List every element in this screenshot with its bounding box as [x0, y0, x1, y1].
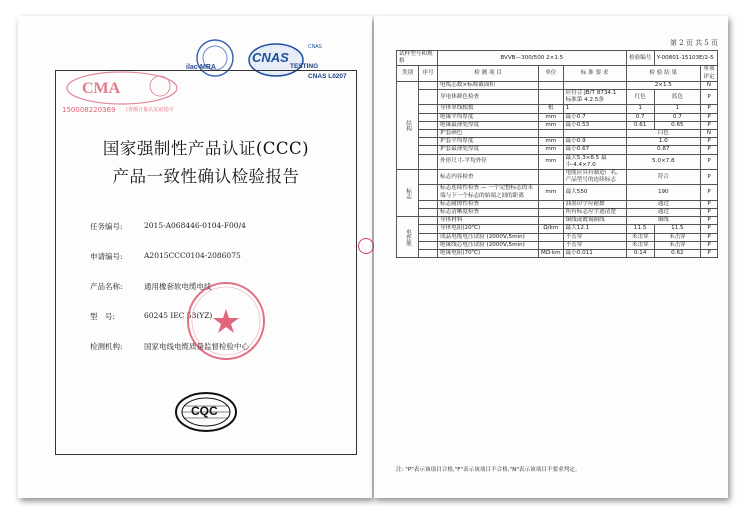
row-item: 导体单线根数 [438, 105, 539, 113]
col-item: 检 测 项 目 [438, 66, 539, 81]
cqc-logo-text: CQC [191, 404, 218, 418]
row-requirement: 1 [563, 105, 626, 113]
row-item: 导体材料 [438, 217, 539, 225]
row-evaluation: P [701, 225, 718, 233]
row-seq [418, 200, 437, 208]
row-seq [418, 241, 437, 249]
row-seq [418, 250, 437, 258]
row-item: 标志内容检查 [438, 170, 539, 185]
row-seq [418, 81, 437, 89]
row-evaluation: N [701, 81, 718, 89]
row-unit [539, 233, 564, 241]
row-evaluation: P [701, 209, 718, 217]
row-seq [418, 185, 437, 200]
row-result-b: 未击穿 [654, 241, 700, 249]
row-requirement: 最小0.67 [563, 146, 626, 154]
page-indicator: 第 2 页 共 5 页 [669, 39, 718, 47]
section-category: 结构 [397, 81, 419, 169]
table-row [397, 121, 718, 129]
row-item: 标志耐擦性检查 [438, 200, 539, 208]
row-requirement: 最大12.1 [563, 225, 626, 233]
row-result-b: 0.65 [654, 121, 700, 129]
report-value-cell: Y-00801-15103E/2-5 [654, 51, 717, 66]
row-evaluation: P [701, 217, 718, 225]
row-requirement: 最小0.53 [563, 121, 626, 129]
table-row [397, 185, 718, 200]
row-result: 2×1.5 [626, 81, 700, 89]
row-result: 0.87 [626, 146, 700, 154]
table-row [397, 170, 718, 185]
row-evaluation: P [701, 241, 718, 249]
table-row [397, 154, 718, 169]
row-unit [539, 209, 564, 217]
table-row [397, 233, 718, 241]
row-requirement: 最小0.011 [563, 250, 626, 258]
row-requirement: 最小0.7 [563, 113, 626, 121]
row-requirement: 最小0.9 [563, 138, 626, 146]
binding-hole-top [358, 238, 374, 254]
table-row [397, 225, 718, 233]
row-unit: mm [539, 121, 564, 129]
row-result: 通过 [626, 209, 700, 217]
testing-label: TESTING [290, 63, 319, 70]
report-title-line1: 国家强制性产品认证(CCC) [102, 139, 310, 158]
row-item: 导体电阻(20℃) [438, 225, 539, 233]
table-row [397, 138, 718, 146]
row-evaluation: P [701, 138, 718, 146]
row-result-a: 11.5 [626, 225, 654, 233]
table-row [397, 146, 718, 154]
row-seq [418, 105, 437, 113]
row-result-a: 0.61 [626, 121, 654, 129]
row-unit: mm [539, 138, 564, 146]
row-result-a: 红色 [626, 90, 654, 105]
row-unit [539, 217, 564, 225]
col-evaluation: 单项评定 [701, 66, 718, 81]
row-requirement: 不击穿 [563, 233, 626, 241]
row-requirement: 铜线或镀锡铜线 [563, 217, 626, 225]
row-evaluation: P [701, 233, 718, 241]
row-evaluation: P [701, 113, 718, 121]
results-table [396, 50, 718, 258]
row-result: 符合 [626, 170, 700, 185]
row-evaluation: N [701, 130, 718, 138]
row-seq [418, 90, 437, 105]
row-evaluation: P [701, 154, 718, 169]
table-row [397, 113, 718, 121]
row-result: 通过 [626, 200, 700, 208]
row-unit [539, 130, 564, 138]
row-seq [418, 217, 437, 225]
table-row [397, 200, 718, 208]
row-seq [418, 121, 437, 129]
row-result: 白色 [626, 130, 700, 138]
svg-text:CMA: CMA [82, 80, 121, 97]
row-seq [418, 113, 437, 121]
row-unit [539, 81, 564, 89]
row-unit: MΩ·km [539, 250, 564, 258]
model-value-cell: BVVB—300/500 2×1.5 [438, 51, 627, 66]
row-item: 绝缘最薄处厚度 [438, 121, 539, 129]
row-unit [539, 200, 564, 208]
row-unit: mm [539, 113, 564, 121]
row-item: 护套平均厚度 [438, 138, 539, 146]
row-result-b: 0.62 [654, 250, 700, 258]
col-requirement: 标 准 要 求 [563, 66, 626, 81]
row-item: 外形尺寸-平均外径 [438, 154, 539, 169]
footnote: 注: "P"表示该项目合格,"F"表示该项目不合格,"N"表示该项目不要求判定。 [396, 467, 581, 473]
row-item: 绝缘线芯电压试验 (2000V,5min) [438, 241, 539, 249]
model-label-cell: 试样型号和规格 [397, 51, 438, 66]
row-evaluation: P [701, 90, 718, 105]
table-row [397, 209, 718, 217]
section-category: 标志 [397, 170, 419, 217]
report-cover-page [18, 16, 372, 498]
row-requirement: 不击穿 [563, 241, 626, 249]
row-seq [418, 170, 437, 185]
row-result-a: 未击穿 [626, 241, 654, 249]
row-unit [539, 90, 564, 105]
row-requirement: 应符合 JB/T 8734.1 标准第 4.2.5条 [563, 90, 626, 105]
row-item: 标志连续性检查 — 一个完整标志的末端与下一个标志的始端之间的距离 [438, 185, 539, 200]
row-evaluation: P [701, 146, 718, 154]
table-row [397, 90, 718, 105]
row-unit: mm [539, 154, 564, 169]
red-seal-stamp [184, 279, 268, 363]
row-result: 190 [626, 185, 700, 200]
row-item: 标志清晰度检查 [438, 209, 539, 217]
row-item: 护套最薄处厚度 [438, 146, 539, 154]
row-seq [418, 154, 437, 169]
row-result-b: 未击穿 [654, 233, 700, 241]
row-result-a: 1 [626, 105, 654, 113]
cnas-code-label: CNAS L0207 [308, 73, 347, 80]
row-evaluation: P [701, 105, 718, 113]
row-seq [418, 138, 437, 146]
row-unit [539, 170, 564, 185]
col-seq: 序号 [418, 66, 437, 81]
row-requirement: 所有标志应字迹清楚 [563, 209, 626, 217]
table-row [397, 250, 718, 258]
report-title-line2: 产品一致性确认检验报告 [112, 167, 300, 186]
table-row [397, 130, 718, 138]
row-evaluation: P [701, 250, 718, 258]
cnas-logo-text: CNAS [252, 50, 289, 65]
row-evaluation: P [701, 170, 718, 185]
row-unit: 根 [539, 105, 564, 113]
row-seq [418, 225, 437, 233]
row-item: 护套颜色 [438, 130, 539, 138]
pink-stamp-number: 150008220369 [62, 106, 116, 114]
row-result-a: 未击穿 [626, 233, 654, 241]
row-item: 绝缘电阻(70℃) [438, 250, 539, 258]
row-unit: Ω/km [539, 225, 564, 233]
row-unit [539, 241, 564, 249]
table-row [397, 217, 718, 225]
row-item: 绝缘平均厚度 [438, 113, 539, 121]
row-unit: mm [539, 185, 564, 200]
row-result: 5.0×7.8 [626, 154, 700, 169]
row-item: 导电体颜色检查 [438, 90, 539, 105]
row-result: 铜线 [626, 217, 700, 225]
row-requirement: 油墨印字应耐擦 [563, 200, 626, 208]
row-result-b: 11.5 [654, 225, 700, 233]
col-category: 类别 [397, 66, 419, 81]
row-seq [418, 209, 437, 217]
col-unit: 单位 [539, 66, 564, 81]
section-category: 电性能 [397, 217, 419, 258]
pink-stamp-text: (省级计量认证)(国)字 [126, 107, 174, 113]
row-item: 电缆芯数×标称截面积 [438, 81, 539, 89]
row-evaluation: P [701, 121, 718, 129]
report-label-cell: 检验编号 [626, 51, 654, 66]
results-body [397, 81, 718, 257]
row-requirement: 最大550 [563, 185, 626, 200]
row-requirement [563, 130, 626, 138]
row-seq [418, 130, 437, 138]
table-column-header [397, 66, 718, 81]
row-seq [418, 146, 437, 154]
table-row [397, 241, 718, 249]
row-result-a: 0.7 [626, 113, 654, 121]
row-requirement: 最大5.3×8.5 最小-4.4×7.0 [563, 154, 626, 169]
row-item: 成品电缆电压试验 (2000V,5min) [438, 233, 539, 241]
row-requirement [563, 81, 626, 89]
table-row [397, 81, 718, 89]
cnas-small-text: CNAS [308, 44, 322, 50]
row-result-b: 蓝色 [654, 90, 700, 105]
test-results-page [374, 16, 728, 498]
cover-frame: 国家强制性产品认证(CCC) 产品一致性确认检验报告 任务编号: 2015-A068446-0104-F00/4 申请编号: A2015CCC0104-2086075 产品名称: 通用橡套软电缆电线 型 号: 60245 IEC 53(YZ) 检测机构: 国家电线电缆质量监督检验中心 CQC [55, 70, 357, 455]
row-requirement: 电缆应具有制造厂名、产品型号的连续标志 [563, 170, 626, 185]
table-header-model [397, 51, 718, 66]
row-evaluation: P [701, 185, 718, 200]
row-unit: mm [539, 146, 564, 154]
row-seq [418, 233, 437, 241]
row-result-a: 0.14 [626, 250, 654, 258]
row-result-b: 0.7 [654, 113, 700, 121]
row-result-b: 1 [654, 105, 700, 113]
table-row [397, 105, 718, 113]
row-evaluation: P [701, 200, 718, 208]
ilac-mra-label: ilac-MRA [186, 64, 216, 71]
col-result: 检 验 结 果 [626, 66, 700, 81]
row-result: 1.0 [626, 138, 700, 146]
